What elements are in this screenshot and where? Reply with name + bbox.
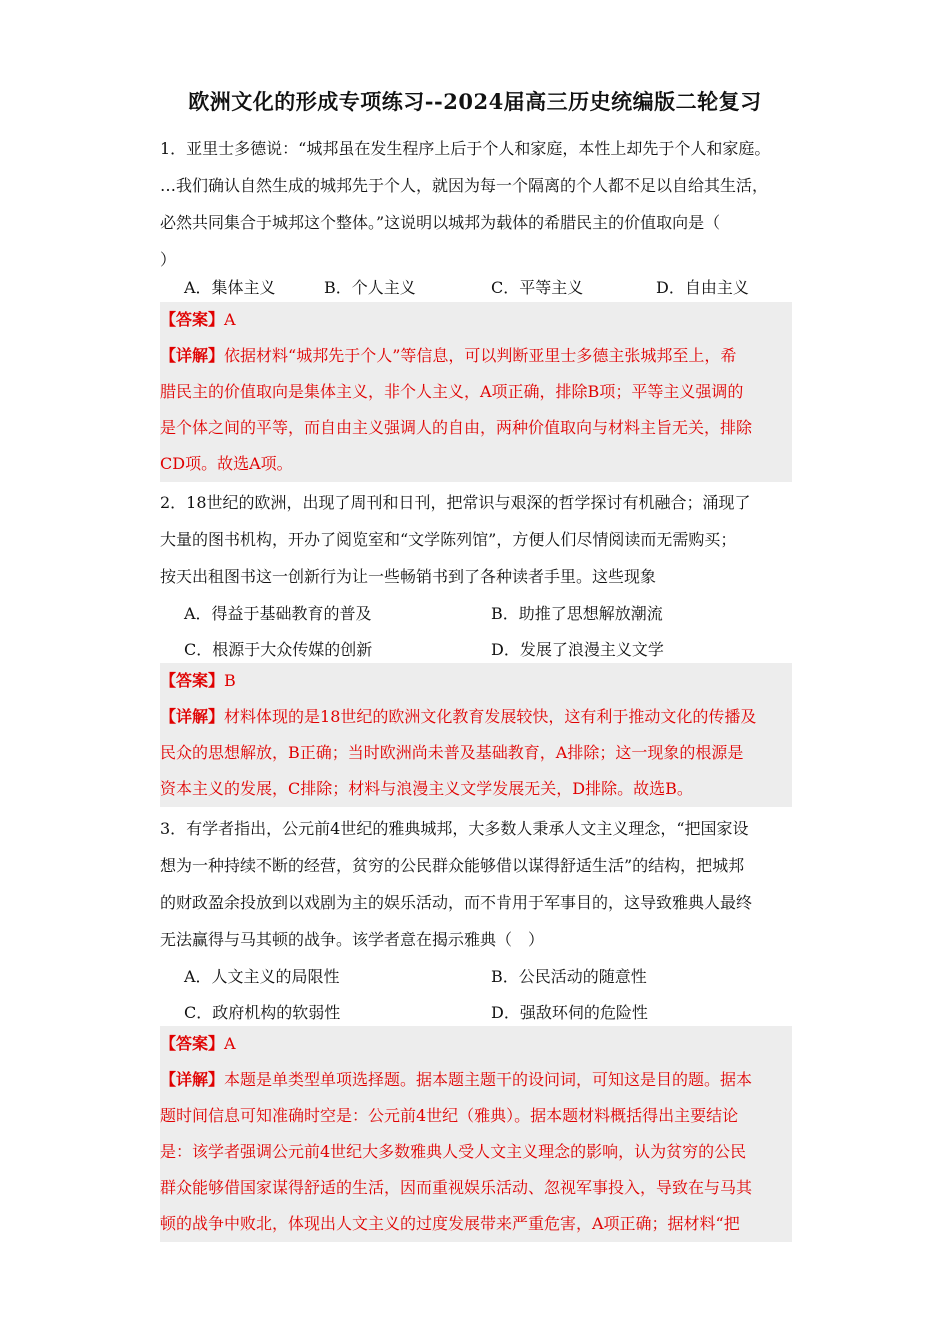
option-d: D．强敌环伺的危险性 <box>491 1003 648 1022</box>
detail-line: 【详解】依据材料“城邦先于个人”等信息，可以判断亚里士多德主张城邦至上，希 <box>160 346 737 365</box>
option-d: D．发展了浪漫主义文学 <box>491 640 664 659</box>
option-b: B．个人主义 <box>324 278 416 297</box>
detail-label: 【详解】 <box>160 346 225 365</box>
option-c: C．政府机构的软弱性 <box>184 1003 341 1022</box>
option-c: C．平等主义 <box>491 278 584 297</box>
answer-label: 【答案】 <box>160 310 225 329</box>
option-a: A．集体主义 <box>184 278 276 297</box>
stem-line: 的财政盈余投放到以戏剧为主的娱乐活动，而不肯用于军事目的，这导致雅典人最终 <box>160 893 753 912</box>
detail-line: 资本主义的发展，C排除；材料与浪漫主义文学发展无关，D排除。故选B。 <box>160 779 693 798</box>
stem-line: 3．有学者指出，公元前4世纪的雅典城邦，大多数人秉承人文主义理念，“把国家设 <box>160 819 749 838</box>
page-title: 欧洲文化的形成专项练习--2024届高三历史统编版二轮复习 <box>188 89 762 114</box>
question-1-answer-block <box>160 302 792 482</box>
stem-line: 想为一种持续不断的经营，贫穷的公民群众能够借以谋得舒适生活”的结构，把城邦 <box>160 856 745 875</box>
stem-line: …我们确认自然生成的城邦先于个人，就因为每一个隔离的个人都不足以自给其生活， <box>160 176 769 195</box>
detail-line: 民众的思想解放，B正确；当时欧洲尚未普及基础教育，A排除；这一现象的根源是 <box>160 743 744 762</box>
detail-line: 是个体之间的平等，而自由主义强调人的自由，两种价值取向与材料主旨无关，排除 <box>160 418 753 437</box>
stem-line: ） <box>160 250 177 269</box>
question-3-stem <box>160 810 800 958</box>
detail-line: 腊民主的价值取向是集体主义，非个人主义，A项正确，排除B项；平等主义强调的 <box>160 382 744 401</box>
stem-line: 必然共同集合于城邦这个整体。”这说明以城邦为载体的希腊民主的价值取向是（ <box>160 213 721 232</box>
answer-label: 【答案】 <box>160 1034 225 1053</box>
detail-line: 顿的战争中败北，体现出人文主义的过度发展带来严重危害，A项正确；据材料“把 <box>160 1214 740 1233</box>
detail-line: 题时间信息可知准确时空是：公元前4世纪（雅典）。据本题材料概括得出主要结论 <box>160 1106 739 1125</box>
detail-line: 是：该学者强调公元前4世纪大多数雅典人受人文主义理念的影响，认为贫穷的公民 <box>160 1142 747 1161</box>
stem-line: 大量的图书机构，开办了阅览室和“文学陈列馆”，方便人们尽情阅读而无需购买； <box>160 530 737 549</box>
detail-line: 【详解】本题是单类型单项选择题。据本题主题干的设问词，可知这是目的题。据本 <box>160 1070 753 1089</box>
answer-label: 【答案】 <box>160 671 225 690</box>
stem-line: 无法赢得与马其顿的战争。该学者意在揭示雅典（ ） <box>160 930 545 949</box>
question-2-answer-block <box>160 663 792 807</box>
question-2-stem <box>160 484 800 595</box>
stem-line: 按天出租图书这一创新行为让一些畅销书到了各种读者手里。这些现象 <box>160 567 657 586</box>
answer-line <box>160 1026 792 1062</box>
answer-line <box>160 663 792 699</box>
detail-line: 群众能够借国家谋得舒适的生活，因而重视娱乐活动、忽视军事投入，导致在与马其 <box>160 1178 753 1197</box>
option-d: D．自由主义 <box>656 278 749 297</box>
option-a: A．得益于基础教育的普及 <box>184 604 372 623</box>
detail-line: CD项。故选A项。 <box>160 454 293 473</box>
option-a: A．人文主义的局限性 <box>184 967 340 986</box>
detail-label: 【详解】 <box>160 1070 225 1089</box>
question-1-stem <box>160 130 800 278</box>
stem-line: 2．18世纪的欧洲，出现了周刊和日刊，把常识与艰深的哲学探讨有机融合；涌现了 <box>160 493 751 512</box>
answer-value: A <box>224 310 236 329</box>
answer-value: B <box>224 671 236 690</box>
detail-line: 【详解】材料体现的是18世纪的欧洲文化教育发展较快，这有利于推动文化的传播及 <box>160 707 757 726</box>
option-b: B．助推了思想解放潮流 <box>491 604 663 623</box>
option-c: C．根源于大众传媒的创新 <box>184 640 373 659</box>
stem-line: 1．亚里士多德说：“城邦虽在发生程序上后于个人和家庭，本性上却先于个人和家庭。 <box>160 139 771 158</box>
answer-value: A <box>224 1034 236 1053</box>
answer-line <box>160 302 792 338</box>
detail-label: 【详解】 <box>160 707 225 726</box>
option-b: B．公民活动的随意性 <box>491 967 647 986</box>
question-3-answer-block <box>160 1026 792 1242</box>
